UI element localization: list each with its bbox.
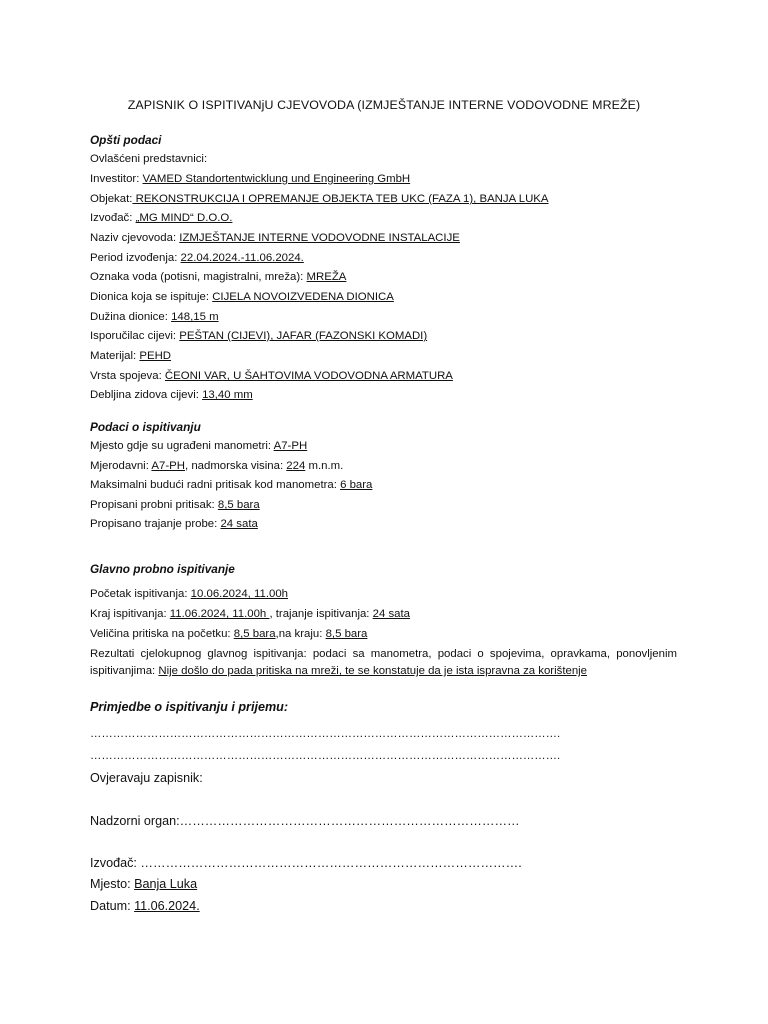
investor-label: Investitor: <box>90 173 143 185</box>
pressure-end-label: ,na kraju: <box>275 628 326 640</box>
date-value: 11.06.2024. <box>134 899 200 913</box>
date-label: Datum: <box>90 899 135 913</box>
contractor-line <box>90 212 232 224</box>
test-duration-label: Propisano trajanje probe: <box>90 518 221 530</box>
pressure-end-value: 8,5 bara <box>325 628 368 640</box>
period-value: 22.04.2024.-11.06.2024. <box>180 252 304 264</box>
pipeline-name-line <box>90 232 460 244</box>
place-label: Mjesto: <box>90 877 135 891</box>
test-pressure-value: 8,5 bara <box>217 499 260 511</box>
wall-thickness-line <box>90 389 253 401</box>
manometer-line <box>90 440 307 452</box>
joint-type-label: Vrsta spojeva: <box>90 370 165 382</box>
main-test-heading: Glavno probno ispitivanje <box>90 562 235 576</box>
remarks-dots-1: ……………………………………………………………………………………………………………. <box>90 728 561 740</box>
pressure-start-label: Veličina pritiska na početku: <box>90 628 234 640</box>
manometer-value: A7-PH <box>273 440 308 452</box>
supplier-line <box>90 330 427 342</box>
joint-type-line <box>90 370 453 382</box>
contractor-sign-line <box>90 856 522 870</box>
altitude-value: 224 <box>286 460 306 472</box>
contractor-value: „MG MIND“ D.O.O. <box>135 212 233 224</box>
results-paragraph <box>90 646 677 680</box>
general-heading: Opšti podaci <box>90 133 162 147</box>
length-value: 148,15 m <box>171 311 219 323</box>
results-value: Nije došlo do pada pritiska na mreži, te se konstatuje da je ista ispravna za korištenje <box>158 665 588 677</box>
supervisor-signature-dots: ……………………………………………………………………… <box>179 814 520 828</box>
reference-label: Mjerodavni: <box>90 460 152 472</box>
wall-thickness-label: Debljina zidova cijevi: <box>90 389 203 401</box>
pipeline-name-label: Naziv cjevovoda: <box>90 232 180 244</box>
pressure-start-value: 8,5 bara <box>233 628 276 640</box>
duration-value: 24 sata <box>372 608 411 620</box>
test-duration-value: 24 sata <box>220 518 258 530</box>
object-line <box>90 193 549 205</box>
duration-label: , trajanje ispitivanja: <box>269 608 373 620</box>
investor-value: VAMED Standortentwicklung und Engineering GmbH <box>142 173 411 185</box>
pressure-line <box>90 628 367 640</box>
date-line <box>90 899 200 913</box>
results-label: Rezultati cjelokupnog glavnog ispitivanja: podaci sa manometra, podaci o spojevima, opravkama, ponovljenim ispitivanjima: <box>90 648 677 677</box>
max-pressure-value: 6 bara <box>340 479 373 491</box>
length-label: Dužina dionice: <box>90 311 172 323</box>
start-label: Početak ispitivanja: <box>90 588 191 600</box>
start-line <box>90 588 288 600</box>
end-value: 11.06.2024, 11.00h <box>169 608 270 620</box>
line-type-label: Oznaka voda (potisni, magistralni, mreža): <box>90 271 307 283</box>
representatives-line: Ovlašćeni predstavnici: <box>90 153 208 165</box>
reference-value: A7-PH <box>151 460 185 472</box>
period-line <box>90 252 304 264</box>
place-value: Banja Luka <box>134 877 198 891</box>
supervisor-label: Nadzorni organ: <box>90 814 180 828</box>
object-value: REKONSTRUKCIJA I OPREMANJE OBJEKTA TEB UKC (FAZA 1), BANJA LUKA <box>132 193 549 205</box>
remarks-heading: Primjedbe o ispitivanju i prijemu: <box>90 700 289 714</box>
wall-thickness-value: 13,40 mm <box>202 389 253 401</box>
material-line <box>90 350 171 362</box>
length-line <box>90 311 219 323</box>
place-line <box>90 877 197 891</box>
supplier-value: PEŠTAN (CIJEVI), JAFAR (FAZONSKI KOMADI) <box>179 330 428 342</box>
manometer-label: Mjesto gdje su ugrađeni manometri: <box>90 440 274 452</box>
pipeline-name-value: IZMJEŠTANJE INTERNE VODOVODNE INSTALACIJE <box>179 232 460 244</box>
altitude-unit: m.n.m. <box>305 460 344 472</box>
section-value: CIJELA NOVOIZVEDENA DIONICA <box>212 291 394 303</box>
investor-line <box>90 173 410 185</box>
end-label: Kraj ispitivanja: <box>90 608 170 620</box>
start-value: 10.06.2024, 11.00h <box>190 588 289 600</box>
document-title: ZAPISNIK O ISPITIVANjU CJEVOVODA (IZMJEŠTANJE INTERNE VODOVODNE MREŽE) <box>127 98 641 112</box>
contractor-label: Izvođač: <box>90 212 136 224</box>
section-label: Dionica koja se ispituje: <box>90 291 213 303</box>
joint-type-value: ČEONI VAR, U ŠAHTOVIMA VODOVODNA ARMATURA <box>164 370 453 382</box>
remarks-dots-2: ……………………………………………………………………………………………………………. <box>90 750 561 762</box>
testing-heading: Podaci o ispitivanju <box>90 420 201 434</box>
max-pressure-line <box>90 479 372 491</box>
contractor-signature-dots: ………………………………………………………………………………. <box>140 856 522 870</box>
altitude-label: , nadmorska visina: <box>184 460 287 472</box>
test-pressure-label: Propisani probni pritisak: <box>90 499 218 511</box>
period-label: Period izvođenja: <box>90 252 181 264</box>
certify-heading: Ovjeravaju zapisnik: <box>90 771 203 785</box>
contractor-sign-label: Izvođač: <box>90 856 141 870</box>
material-label: Materijal: <box>90 350 140 362</box>
object-label: Objekat: <box>90 193 133 205</box>
section-line <box>90 291 394 303</box>
test-duration-line <box>90 518 258 530</box>
max-pressure-label: Maksimalni budući radni pritisak kod manometra: <box>90 479 341 491</box>
supervisor-line <box>90 814 520 828</box>
supplier-label: Isporučilac cijevi: <box>90 330 180 342</box>
material-value: PEHD <box>139 350 172 362</box>
line-type-line <box>90 271 346 283</box>
test-pressure-line <box>90 499 260 511</box>
line-type-value: MREŽA <box>306 271 347 283</box>
end-line <box>90 608 410 620</box>
reference-line <box>90 460 343 472</box>
